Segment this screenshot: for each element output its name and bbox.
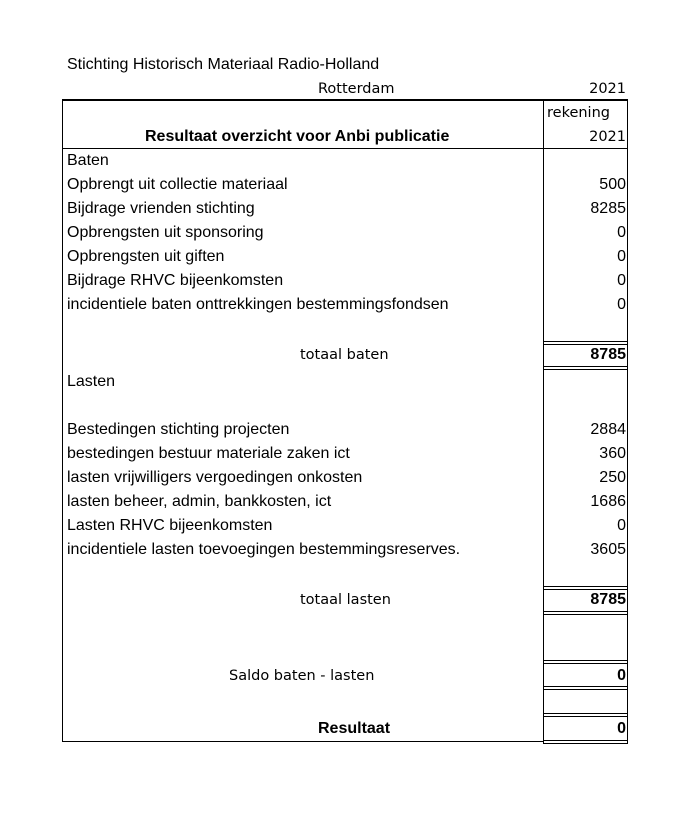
column-header-rekening: rekening xyxy=(547,105,610,121)
lasten-total-rule-top xyxy=(543,586,628,587)
lasten-row-label: incidentiele lasten toevoegingen bestemmingsreserves. xyxy=(67,541,461,558)
saldo-rule-top xyxy=(543,660,628,661)
resultaat-value: 0 xyxy=(617,720,626,737)
saldo-label: Saldo baten - lasten xyxy=(229,668,375,684)
organization-name: Stichting Historisch Materiaal Radio-Holland xyxy=(67,56,380,73)
totaal-lasten-label: totaal lasten xyxy=(300,592,391,608)
lasten-row-value: 3605 xyxy=(590,541,626,558)
table-column-divider xyxy=(543,99,544,744)
table-left-border xyxy=(62,99,63,742)
lasten-row-value: 250 xyxy=(599,469,626,486)
lasten-row-value: 2884 xyxy=(590,421,626,438)
resultaat-rule-bottom2 xyxy=(543,743,628,744)
baten-row-label: Opbrengsten uit sponsoring xyxy=(67,224,264,241)
lasten-row-value: 0 xyxy=(617,517,626,534)
baten-row-label: Bijdrage vrienden stichting xyxy=(67,200,255,217)
lasten-row-value: 360 xyxy=(599,445,626,462)
baten-row-value: 0 xyxy=(617,248,626,265)
totaal-baten-label: totaal baten xyxy=(300,347,389,363)
totaal-baten-value: 8785 xyxy=(590,346,626,363)
table-right-border xyxy=(627,99,628,744)
lasten-row-label: Lasten RHVC bijeenkomsten xyxy=(67,517,273,534)
baten-total-rule-bottom2 xyxy=(543,369,628,370)
saldo-rule-top2 xyxy=(543,663,628,664)
baten-total-rule-top xyxy=(543,341,628,342)
lasten-row-label: lasten vrijwilligers vergoedingen onkosten xyxy=(67,469,363,486)
saldo-rule-bottom2 xyxy=(543,689,628,690)
baten-row-value: 0 xyxy=(617,224,626,241)
lasten-row-value: 1686 xyxy=(590,493,626,510)
baten-row-label: Opbrengt uit collectie materiaal xyxy=(67,176,288,193)
baten-total-rule-bottom xyxy=(543,366,628,367)
resultaat-label: Resultaat xyxy=(318,720,391,737)
baten-row-value: 8285 xyxy=(590,200,626,217)
lasten-heading: Lasten xyxy=(67,373,116,390)
table-title: Resultaat overzicht voor Anbi publicatie xyxy=(145,128,450,145)
saldo-value: 0 xyxy=(617,667,626,684)
baten-heading: Baten xyxy=(67,152,109,169)
lasten-total-rule-bottom xyxy=(543,611,628,612)
lasten-row-label: lasten beheer, admin, bankkosten, ict xyxy=(67,493,332,510)
lasten-total-rule-bottom2 xyxy=(543,614,628,615)
baten-row-value: 500 xyxy=(599,176,626,193)
baten-row-label: Opbrengsten uit giften xyxy=(67,248,225,265)
baten-row-label: Bijdrage RHVC bijeenkomsten xyxy=(67,272,284,289)
saldo-rule-bottom xyxy=(543,686,628,687)
baten-row-value: 0 xyxy=(617,296,626,313)
table-header-divider xyxy=(62,148,628,149)
resultaat-rule-bottom xyxy=(543,740,628,741)
baten-row-label: incidentiele baten onttrekkingen bestemmingsfondsen xyxy=(67,296,449,313)
resultaat-rule-top2 xyxy=(543,716,628,717)
city: Rotterdam xyxy=(318,81,395,97)
year-header: 2021 xyxy=(589,81,626,97)
column-header-year: 2021 xyxy=(589,129,626,145)
table-bottom-border xyxy=(62,741,544,742)
baten-row-value: 0 xyxy=(617,272,626,289)
totaal-lasten-value: 8785 xyxy=(590,591,626,608)
lasten-row-label: bestedingen bestuur materiale zaken ict xyxy=(67,445,350,462)
lasten-row-label: Bestedingen stichting projecten xyxy=(67,421,290,438)
resultaat-rule-top xyxy=(543,713,628,714)
